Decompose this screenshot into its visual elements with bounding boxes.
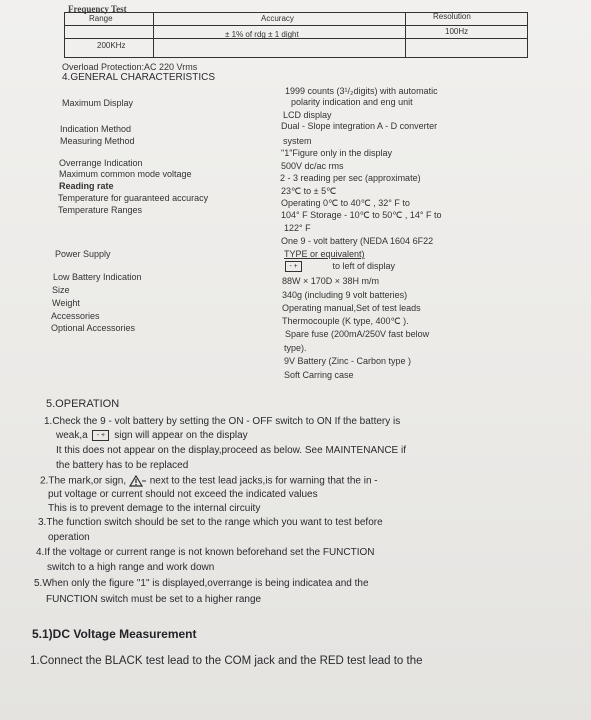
value-overrange: "1"Figure only in the display (281, 148, 392, 158)
value-temp-ranges-3: 122° F (284, 223, 311, 233)
op-item-5-line-1: 5.When only the figure "1" is displayed,overrange is being indicatea and the (34, 578, 369, 589)
label-temperature-accuracy: Temperature for guaranteed accuracy (58, 193, 209, 203)
value-accessories: Operating manual,Set of test leads (282, 303, 421, 313)
value-optional-1: Thermocouple (K type, 400℃ ). (282, 316, 409, 326)
battery-icon: - + (285, 261, 302, 272)
dc-item-1: 1.Connect the BLACK test lead to the COM jack and the RED test lead to the (30, 655, 423, 667)
op-item-3-line-1: 3.The function switch should be set to the range which you want to test before (38, 517, 383, 528)
label-measuring-method: Measuring Method (60, 136, 135, 146)
table-cell-accuracy: ± 1% of rdg ± 1 dight (225, 30, 299, 39)
value-measuring-2: system (283, 136, 312, 146)
op-item-1-line-3: It this does not appear on the display,proceed as below. See MAINTENANCE if (56, 445, 406, 456)
value-optional-2: Spare fuse (200mA/250V fast below (285, 329, 430, 339)
operation-heading: 5.OPERATION (46, 398, 120, 410)
value-low-battery (283, 261, 395, 272)
value-max-display-1: 1999 counts (3¹/₂digits) with automatic (285, 86, 438, 96)
value-size: 88W × 170D × 38H m/m (282, 276, 380, 286)
label-reading-rate: Reading rate (59, 181, 114, 191)
battery-icon: - + (92, 430, 109, 441)
value-measuring-1: Dual - Slope integration A - D converter (281, 121, 438, 131)
value-max-display-2: polarity indication and eng unit (291, 97, 413, 107)
frequency-spec-table (64, 12, 528, 58)
op-item-3-line-2: operation (48, 532, 90, 543)
op-item-2-line-3: This is to prevent demage to the internal circuity (48, 503, 261, 514)
label-power-supply: Power Supply (55, 249, 111, 259)
label-overrange-indication: Overrange Indication (59, 158, 143, 168)
table-header-resolution: Resolution (433, 12, 471, 21)
table-header-accuracy: Accuracy (261, 14, 294, 23)
label-accessories: Accessories (51, 311, 100, 321)
value-reading-rate: 2 - 3 reading per sec (approximate) (280, 173, 421, 183)
label-optional-accessories: Optional Accessories (51, 323, 136, 333)
op-item-1-line-4: the battery has to be replaced (56, 460, 189, 471)
value-power-2: TYPE or equivalent) (284, 249, 365, 259)
op-item-1-line-1: 1.Check the 9 - volt battery by setting the ON - OFF switch to ON If the battery is (44, 416, 401, 427)
value-common-mode: 500V dc/ac rms (281, 161, 344, 171)
label-temperature-ranges: Temperature Ranges (58, 205, 143, 215)
dc-voltage-heading: 5.1)DC Voltage Measurement (32, 627, 197, 641)
value-optional-5: Soft Carring case (284, 370, 354, 380)
op-item-2-line-1: 2.The mark,or sign, next to the test lead jacks,is for warning that the in - (40, 475, 378, 487)
label-size: Size (52, 285, 70, 295)
value-low-battery-text: to left of display (332, 261, 396, 271)
label-low-battery: Low Battery Indication (53, 272, 142, 282)
op-item-5-line-2: FUNCTION switch must be set to a higher range (46, 594, 262, 605)
value-optional-3: type). (284, 343, 307, 353)
op-item-4-line-1: 4.If the voltage or current range is not known beforehand set the FUNCTION (36, 547, 375, 558)
table-cell-range: 200KHz (97, 41, 126, 50)
value-optional-4: 9V Battery (Zinc - Carbon type ) (284, 356, 412, 366)
value-temp-ranges-2: 104° F Storage - 10℃ to 50℃ , 14° F to (281, 210, 442, 220)
table-header-range: Range (89, 14, 113, 23)
label-common-mode-voltage: Maximum common mode voltage (59, 169, 192, 179)
value-power-1: One 9 - volt battery (NEDA 1604 6F22 (281, 236, 434, 246)
frequency-test-title: Frequency Test (68, 4, 127, 14)
label-weight: Weight (52, 298, 80, 308)
label-indication-method: Indication Method (60, 124, 132, 134)
op-item-1-line-2: weak,a - + sign will appear on the display (56, 430, 248, 442)
op-item-4-line-2: switch to a high range and work down (47, 562, 215, 573)
op-item-2-line-2: put voltage or current should not exceed the indicated values (48, 489, 318, 500)
value-weight: 340g (including 9 volt batteries) (282, 290, 408, 300)
warning-triangle-icon (129, 475, 147, 487)
general-characteristics-heading: 4.GENERAL CHARACTERISTICS (62, 72, 215, 83)
label-maximum-display: Maximum Display (62, 98, 134, 108)
value-temp-ranges-1: Operating 0℃ to 40℃ , 32° F to (281, 198, 410, 208)
value-indication: LCD display (283, 110, 332, 120)
overload-protection: Overload Protection:AC 220 Vrms (62, 62, 198, 72)
value-temp-accuracy: 23℃ to ± 5℃ (281, 186, 337, 196)
table-cell-resolution: 100Hz (445, 27, 469, 36)
